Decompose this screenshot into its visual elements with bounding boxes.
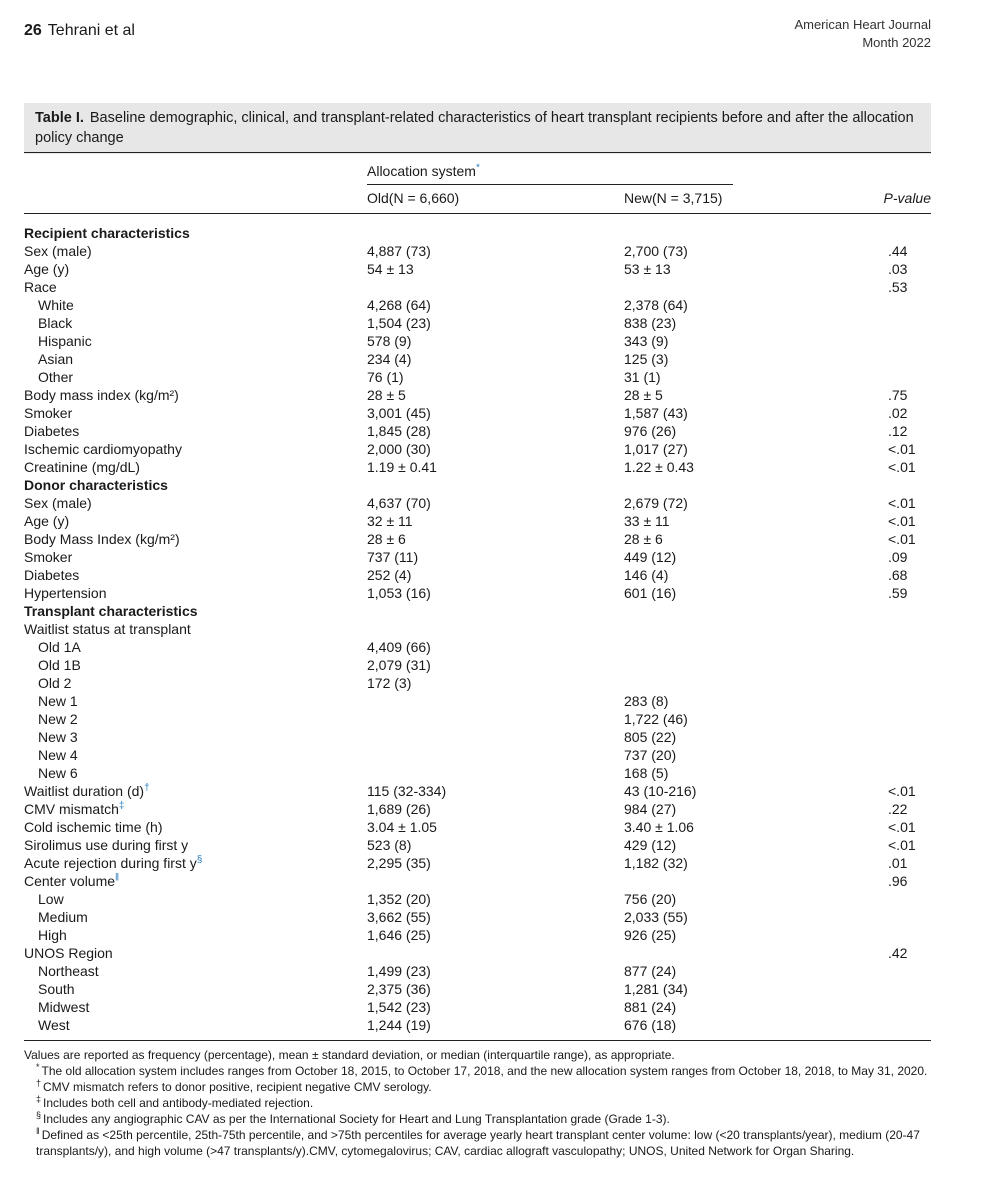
table-row bbox=[0, 890, 993, 908]
p-value-cell: .53 bbox=[888, 279, 908, 295]
old-value-cell: 1,352 (20) bbox=[367, 891, 431, 907]
table-row bbox=[0, 530, 993, 548]
row-label bbox=[24, 458, 140, 476]
new-value-cell: 1,722 (46) bbox=[624, 711, 688, 727]
table-footnotes bbox=[24, 1047, 934, 1159]
footnote-symbol: ‡ bbox=[36, 1094, 42, 1104]
col-header-new: New(N = 3,715) bbox=[624, 190, 723, 206]
row-label-text: New 3 bbox=[38, 729, 78, 745]
row-label-text: Midwest bbox=[38, 999, 90, 1015]
new-value-cell: 343 (9) bbox=[624, 333, 669, 349]
footnote-mark: † bbox=[144, 782, 150, 794]
old-value-cell: 1,542 (23) bbox=[367, 999, 431, 1015]
row-label bbox=[38, 728, 78, 746]
group-header-text: Allocation system bbox=[367, 163, 476, 179]
row-label bbox=[38, 368, 73, 386]
issue-date: Month 2022 bbox=[862, 35, 931, 50]
old-value-cell: 28 ± 6 bbox=[367, 531, 406, 547]
row-label-text: New 4 bbox=[38, 747, 78, 763]
table-row bbox=[0, 638, 993, 656]
new-value-cell: 984 (27) bbox=[624, 801, 677, 817]
table-row bbox=[0, 710, 993, 728]
footnote-symbol: § bbox=[36, 1110, 42, 1120]
table-row bbox=[0, 386, 993, 404]
row-label-text: Center volume bbox=[24, 873, 116, 889]
old-value-cell: 2,000 (30) bbox=[367, 441, 431, 457]
row-label bbox=[24, 530, 180, 548]
row-label bbox=[38, 908, 88, 926]
old-value-cell: 1,689 (26) bbox=[367, 801, 431, 817]
new-value-cell: 877 (24) bbox=[624, 963, 677, 979]
row-label-text: South bbox=[38, 981, 75, 997]
footnote-symbol: † bbox=[36, 1078, 42, 1088]
section-row bbox=[0, 476, 993, 494]
row-label-text: Cold ischemic time (h) bbox=[24, 819, 163, 835]
row-label bbox=[24, 512, 69, 530]
p-value-cell: <.01 bbox=[888, 531, 916, 547]
new-value-cell: 1,281 (34) bbox=[624, 981, 688, 997]
running-header-left bbox=[24, 22, 135, 40]
table-row bbox=[0, 314, 993, 332]
new-value-cell: 838 (23) bbox=[624, 315, 677, 331]
row-label-text: Donor characteristics bbox=[24, 477, 168, 493]
row-label bbox=[24, 494, 92, 512]
table-row bbox=[0, 980, 993, 998]
row-label bbox=[38, 764, 78, 782]
table-row bbox=[0, 566, 993, 584]
row-label-text: Sex (male) bbox=[24, 243, 92, 259]
row-label-text: New 1 bbox=[38, 693, 78, 709]
row-label bbox=[38, 998, 89, 1016]
row-label bbox=[38, 890, 64, 908]
new-value-cell: 1,182 (32) bbox=[624, 855, 688, 871]
footnote-mark: § bbox=[196, 854, 203, 866]
old-value-cell: 4,409 (66) bbox=[367, 639, 431, 655]
new-value-cell: 1,587 (43) bbox=[624, 405, 688, 421]
row-label-text: West bbox=[38, 1017, 70, 1033]
new-value-cell: 449 (12) bbox=[624, 549, 677, 565]
row-label bbox=[24, 278, 57, 296]
footnote bbox=[24, 1127, 934, 1159]
group-header bbox=[367, 163, 480, 179]
table-row bbox=[0, 260, 993, 278]
old-value-cell: 76 (1) bbox=[367, 369, 404, 385]
new-value-cell: 805 (22) bbox=[624, 729, 677, 745]
row-label-text: Smoker bbox=[24, 405, 73, 421]
row-label bbox=[38, 314, 72, 332]
old-value-cell: 3,662 (55) bbox=[367, 909, 431, 925]
row-label-text: High bbox=[38, 927, 67, 943]
table-row bbox=[0, 764, 993, 782]
table-header-rule bbox=[24, 213, 931, 214]
row-label-text: Age (y) bbox=[24, 513, 70, 529]
row-label-text: Sirolimus use during first y bbox=[24, 837, 189, 853]
p-value-cell: <.01 bbox=[888, 819, 916, 835]
row-label bbox=[24, 242, 92, 260]
col-header-old: Old(N = 6,660) bbox=[367, 190, 460, 206]
row-label bbox=[24, 422, 79, 440]
new-value-cell: 33 ± 11 bbox=[624, 513, 670, 529]
new-value-cell: 146 (4) bbox=[624, 567, 669, 583]
new-value-cell: 283 (8) bbox=[624, 693, 669, 709]
footnote-symbol: ǁ bbox=[36, 1126, 40, 1136]
old-value-cell: 3.04 ± 1.05 bbox=[367, 819, 437, 835]
new-value-cell: 31 (1) bbox=[624, 369, 661, 385]
new-value-cell: 601 (16) bbox=[624, 585, 677, 601]
table-caption-text: Baseline demographic, clinical, and transplant-related characteristics of heart transplant recipients before and after the allocation policy change bbox=[35, 110, 914, 146]
table-row bbox=[0, 404, 993, 422]
footnote-text: Includes any angiographic CAV as per the International Society for Heart and Lung Transplantation grade (Grade 1-3). bbox=[43, 1112, 670, 1126]
new-value-cell: 926 (25) bbox=[624, 927, 677, 943]
journal-name: American Heart Journal bbox=[794, 17, 931, 32]
table-row bbox=[0, 278, 993, 296]
author-line: Tehrani et al bbox=[47, 22, 135, 39]
row-label-text: Race bbox=[24, 279, 57, 295]
p-value-cell: <.01 bbox=[888, 513, 916, 529]
old-value-cell: 4,268 (64) bbox=[367, 297, 431, 313]
footnote-mark: ǁ bbox=[115, 872, 120, 884]
row-label bbox=[38, 1016, 70, 1034]
p-value-cell: .12 bbox=[888, 423, 908, 439]
table-row bbox=[0, 728, 993, 746]
row-label bbox=[38, 656, 81, 674]
row-label-text: Waitlist duration (d) bbox=[24, 783, 145, 799]
new-value-cell: 2,700 (73) bbox=[624, 243, 688, 259]
table-row bbox=[0, 242, 993, 260]
table-top-rule bbox=[24, 152, 931, 153]
table-bottom-rule bbox=[24, 1040, 931, 1041]
p-value-cell: .09 bbox=[888, 549, 908, 565]
table-row bbox=[0, 908, 993, 926]
row-label-text: Transplant characteristics bbox=[24, 603, 198, 619]
old-value-cell: 578 (9) bbox=[367, 333, 412, 349]
footnote bbox=[24, 1063, 934, 1079]
row-label-text: Creatinine (mg/dL) bbox=[24, 459, 140, 475]
section-heading bbox=[24, 602, 198, 620]
row-label-text: New 2 bbox=[38, 711, 78, 727]
footnote bbox=[24, 1047, 934, 1063]
old-value-cell: 523 (8) bbox=[367, 837, 412, 853]
table-row bbox=[0, 584, 993, 602]
p-value-cell: .96 bbox=[888, 873, 908, 889]
row-label bbox=[38, 710, 78, 728]
old-value-cell: 54 ± 13 bbox=[367, 261, 414, 277]
table-row bbox=[0, 1016, 993, 1034]
row-label bbox=[24, 944, 113, 962]
new-value-cell: 2,378 (64) bbox=[624, 297, 688, 313]
old-value-cell: 1,053 (16) bbox=[367, 585, 431, 601]
table-row bbox=[0, 872, 993, 890]
new-value-cell: 168 (5) bbox=[624, 765, 669, 781]
row-label-text: Northeast bbox=[38, 963, 99, 979]
old-value-cell: 252 (4) bbox=[367, 567, 412, 583]
old-value-cell: 737 (11) bbox=[367, 549, 419, 565]
section-heading bbox=[24, 476, 168, 494]
new-value-cell: 28 ± 5 bbox=[624, 387, 663, 403]
row-label bbox=[24, 872, 119, 890]
footnote-text: Includes both cell and antibody-mediated rejection. bbox=[43, 1096, 314, 1110]
table-row bbox=[0, 944, 993, 962]
row-label bbox=[24, 854, 202, 872]
row-label-text: Smoker bbox=[24, 549, 73, 565]
row-label bbox=[38, 962, 99, 980]
row-label bbox=[38, 350, 73, 368]
row-label-text: Low bbox=[38, 891, 64, 907]
table-row bbox=[0, 692, 993, 710]
new-value-cell: 881 (24) bbox=[624, 999, 677, 1015]
row-label-text: White bbox=[38, 297, 74, 313]
p-value-cell: .02 bbox=[888, 405, 908, 421]
table-row bbox=[0, 962, 993, 980]
table-row bbox=[0, 458, 993, 476]
table-row bbox=[0, 746, 993, 764]
table-row bbox=[0, 800, 993, 818]
row-label-text: Hispanic bbox=[38, 333, 92, 349]
footnote-mark: ‡ bbox=[118, 800, 125, 812]
old-value-cell: 172 (3) bbox=[367, 675, 412, 691]
p-value-cell: <.01 bbox=[888, 495, 916, 511]
table-row bbox=[0, 854, 993, 872]
old-value-cell: 2,079 (31) bbox=[367, 657, 431, 673]
table-row bbox=[0, 620, 993, 638]
row-label bbox=[38, 296, 74, 314]
row-label bbox=[38, 332, 92, 350]
section-row bbox=[0, 602, 993, 620]
table-row bbox=[0, 548, 993, 566]
new-value-cell: 2,679 (72) bbox=[624, 495, 688, 511]
row-label bbox=[24, 386, 179, 404]
row-label bbox=[38, 980, 75, 998]
row-label bbox=[24, 836, 188, 854]
group-header-rule bbox=[367, 184, 733, 185]
old-value-cell: 1,845 (28) bbox=[367, 423, 431, 439]
new-value-cell: 53 ± 13 bbox=[624, 261, 671, 277]
row-label-text: Sex (male) bbox=[24, 495, 92, 511]
new-value-cell: 1.22 ± 0.43 bbox=[624, 459, 694, 475]
row-label-text: Old 1B bbox=[38, 657, 81, 673]
p-value-cell: .59 bbox=[888, 585, 908, 601]
section-row bbox=[0, 224, 993, 242]
p-value-cell: <.01 bbox=[888, 783, 916, 799]
new-value-cell: 125 (3) bbox=[624, 351, 669, 367]
table-row bbox=[0, 422, 993, 440]
group-header-mark: * bbox=[475, 162, 480, 174]
row-label bbox=[24, 800, 124, 818]
old-value-cell: 1,244 (19) bbox=[367, 1017, 431, 1033]
row-label bbox=[24, 620, 191, 638]
p-value-cell: .44 bbox=[888, 243, 908, 259]
new-value-cell: 28 ± 6 bbox=[624, 531, 663, 547]
old-value-cell: 1,646 (25) bbox=[367, 927, 431, 943]
table-row bbox=[0, 368, 993, 386]
table-row bbox=[0, 656, 993, 674]
footnote-symbol: * bbox=[36, 1062, 40, 1072]
row-label-text: Medium bbox=[38, 909, 88, 925]
row-label bbox=[24, 260, 69, 278]
table-caption bbox=[24, 103, 931, 154]
row-label-text: Diabetes bbox=[24, 567, 80, 583]
footnote bbox=[24, 1111, 934, 1127]
new-value-cell: 976 (26) bbox=[624, 423, 677, 439]
row-label bbox=[38, 746, 78, 764]
row-label bbox=[38, 674, 71, 692]
old-value-cell: 234 (4) bbox=[367, 351, 412, 367]
row-label-text: Waitlist status at transplant bbox=[24, 621, 191, 637]
row-label-text: Other bbox=[38, 369, 74, 385]
p-value-cell: <.01 bbox=[888, 441, 916, 457]
table-row bbox=[0, 998, 993, 1016]
old-value-cell: 2,295 (35) bbox=[367, 855, 431, 871]
table-row bbox=[0, 332, 993, 350]
table-row bbox=[0, 494, 993, 512]
footnote-text: Defined as <25th percentile, 25th-75th percentile, and >75th percentiles for average yearly heart transplant center volume: low (<20 transplants/year), medium (20-47 transplants/y), and high volume (>47 transplants/y).CMV, cytomegalovirus; CAV, cardiac allograft vasculopathy; UNOS, United Network for Organ Sharing. bbox=[36, 1128, 920, 1158]
running-header-right bbox=[794, 16, 931, 52]
row-label bbox=[24, 818, 162, 836]
old-value-cell: 1.19 ± 0.41 bbox=[367, 459, 437, 475]
table-row bbox=[0, 836, 993, 854]
row-label-text: Acute rejection during first y bbox=[24, 855, 197, 871]
row-label-text: Hypertension bbox=[24, 585, 107, 601]
row-label-text: Asian bbox=[38, 351, 74, 367]
table-label: Table I. bbox=[35, 110, 84, 126]
table-row bbox=[0, 782, 993, 800]
row-label-text: Body Mass Index (kg/m²) bbox=[24, 531, 180, 547]
row-label bbox=[38, 692, 78, 710]
old-value-cell: 1,499 (23) bbox=[367, 963, 431, 979]
row-label bbox=[24, 404, 72, 422]
old-value-cell: 3,001 (45) bbox=[367, 405, 431, 421]
row-label bbox=[38, 926, 67, 944]
col-header-pvalue: P-value bbox=[883, 190, 931, 206]
new-value-cell: 676 (18) bbox=[624, 1017, 677, 1033]
new-value-cell: 1,017 (27) bbox=[624, 441, 688, 457]
p-value-cell: .75 bbox=[888, 387, 908, 403]
row-label-text: UNOS Region bbox=[24, 945, 113, 961]
row-label-text: Recipient characteristics bbox=[24, 225, 190, 241]
page-number: 26 bbox=[24, 22, 42, 39]
p-value-cell: <.01 bbox=[888, 459, 916, 475]
table-row bbox=[0, 926, 993, 944]
table-row bbox=[0, 440, 993, 458]
p-value-cell: .68 bbox=[888, 567, 908, 583]
new-value-cell: 737 (20) bbox=[624, 747, 677, 763]
old-value-cell: 4,887 (73) bbox=[367, 243, 431, 259]
new-value-cell: 756 (20) bbox=[624, 891, 677, 907]
row-label-text: Age (y) bbox=[24, 261, 70, 277]
p-value-cell: .42 bbox=[888, 945, 908, 961]
row-label bbox=[24, 566, 79, 584]
p-value-cell: .03 bbox=[888, 261, 908, 277]
new-value-cell: 2,033 (55) bbox=[624, 909, 688, 925]
old-value-cell: 2,375 (36) bbox=[367, 981, 431, 997]
p-value-cell: .01 bbox=[888, 855, 908, 871]
row-label-text: Old 1A bbox=[38, 639, 81, 655]
new-value-cell: 429 (12) bbox=[624, 837, 677, 853]
table-row bbox=[0, 296, 993, 314]
table-row bbox=[0, 350, 993, 368]
footnote-text: Values are reported as frequency (percentage), mean ± standard deviation, or median (interquartile range), as appropriate. bbox=[24, 1048, 675, 1062]
row-label-text: CMV mismatch bbox=[24, 801, 119, 817]
new-value-cell: 3.40 ± 1.06 bbox=[624, 819, 694, 835]
table-row bbox=[0, 674, 993, 692]
table-body bbox=[0, 224, 993, 1034]
old-value-cell: 1,504 (23) bbox=[367, 315, 431, 331]
row-label bbox=[24, 782, 150, 800]
row-label bbox=[24, 548, 72, 566]
row-label-text: Old 2 bbox=[38, 675, 72, 691]
p-value-cell: <.01 bbox=[888, 837, 916, 853]
row-label-text: Body mass index (kg/m²) bbox=[24, 387, 179, 403]
footnote bbox=[24, 1079, 934, 1095]
footnote-text: CMV mismatch refers to donor positive, recipient negative CMV serology. bbox=[43, 1080, 432, 1094]
section-heading bbox=[24, 224, 190, 242]
row-label bbox=[38, 638, 81, 656]
row-label-text: Ischemic cardiomyopathy bbox=[24, 441, 182, 457]
old-value-cell: 115 (32-334) bbox=[367, 783, 447, 799]
row-label bbox=[24, 584, 107, 602]
old-value-cell: 32 ± 11 bbox=[367, 513, 413, 529]
row-label-text: Diabetes bbox=[24, 423, 80, 439]
row-label-text: Black bbox=[38, 315, 73, 331]
old-value-cell: 4,637 (70) bbox=[367, 495, 431, 511]
p-value-cell: .22 bbox=[888, 801, 908, 817]
new-value-cell: 43 (10-216) bbox=[624, 783, 697, 799]
table-row bbox=[0, 818, 993, 836]
row-label-text: New 6 bbox=[38, 765, 78, 781]
old-value-cell: 28 ± 5 bbox=[367, 387, 406, 403]
table-row bbox=[0, 512, 993, 530]
row-label bbox=[24, 440, 182, 458]
footnote-text: The old allocation system includes ranges from October 18, 2015, to October 17, 2018, and the new allocation system ranges from October 18, 2018, to May 31, 2020. bbox=[41, 1064, 928, 1078]
footnote bbox=[24, 1095, 934, 1111]
